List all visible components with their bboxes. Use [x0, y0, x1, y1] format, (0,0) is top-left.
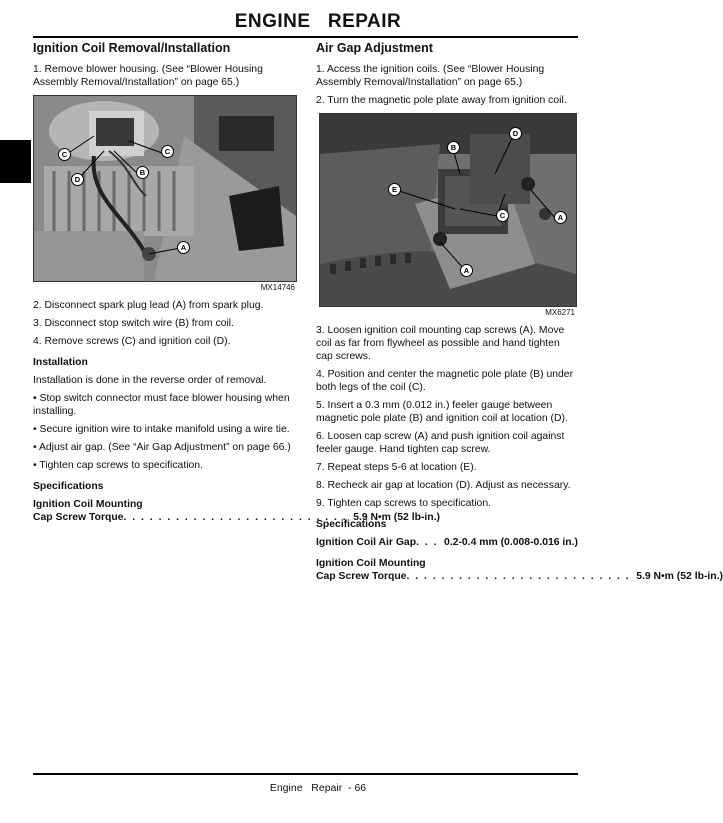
- step-4-right: 4. Position and center the magnetic pole plate (B) under both legs of the coil (C).: [316, 369, 574, 393]
- engine-photo-illustration: [34, 96, 296, 281]
- callout-d: D: [71, 173, 84, 186]
- callout-e: E: [388, 183, 401, 196]
- step-2: 2. Disconnect spark plug lead (A) from spark plug.: [33, 300, 264, 311]
- callout-c: C: [496, 209, 509, 222]
- engine-coil-photo: [33, 95, 297, 282]
- installation-heading: Installation: [33, 357, 88, 368]
- bullet-tighten: • Tighten cap screws to specification.: [33, 460, 203, 471]
- bullet-connector: • Stop switch connector must face blower housing when installing.: [33, 393, 290, 417]
- right-column: [316, 41, 723, 583]
- callout-a-bottom: A: [460, 264, 473, 277]
- section-thumb-tab: [0, 140, 31, 183]
- step-2-right: 2. Turn the magnetic pole plate away from ignition coil.: [316, 95, 567, 106]
- step-1-right: 1. Access the ignition coils. (See “Blower Housing Assembly Removal/Installation” on page 65.): [316, 64, 545, 88]
- spec-dots: . . . . . . . . . . . . . . . . . . . . . . . . . .: [123, 512, 348, 523]
- bullet-wire-tie: • Secure ignition wire to intake manifold using a wire tie.: [33, 424, 290, 435]
- step-3: 3. Disconnect stop switch wire (B) from coil.: [33, 318, 234, 329]
- spec-item-coil-mounting: Ignition Coil Mounting: [33, 499, 143, 510]
- page-title: ENGINE REPAIR: [234, 11, 402, 32]
- bullet-air-gap: • Adjust air gap. (See “Air Gap Adjustment” on page 66.): [33, 442, 291, 453]
- spec-dots-torque: . . . . . . . . . . . . . . . . . . . . . . . . . .: [406, 571, 631, 582]
- section-heading-coil-removal: Ignition Coil Removal/Installation: [33, 41, 231, 55]
- step-7-right: 7. Repeat steps 5-6 at location (E).: [316, 462, 477, 473]
- figure-id-right: MX6271: [545, 308, 575, 317]
- callout-c-left: C: [58, 148, 71, 161]
- callout-c-right: C: [161, 145, 174, 158]
- section-heading-air-gap: Air Gap Adjustment: [316, 41, 433, 55]
- callout-d: D: [509, 127, 522, 140]
- callout-a: A: [177, 241, 190, 254]
- figure-id-left: MX14746: [260, 283, 295, 292]
- specifications-heading-right: Specifications: [316, 519, 387, 530]
- spec-dots-air-gap: . . .: [416, 537, 438, 548]
- step-1: 1. Remove blower housing. (See “Blower Housing Assembly Removal/Installation” on page 65.): [33, 64, 263, 88]
- step-4: 4. Remove screws (C) and ignition coil (D).: [33, 336, 231, 347]
- spec-value: 5.9 N•m (52 lb-in.): [353, 512, 440, 523]
- spec-item-coil-mounting-right: Ignition Coil Mounting: [316, 558, 426, 569]
- spec-line-torque-right: [316, 570, 723, 583]
- callout-b: B: [136, 166, 149, 179]
- installation-intro: Installation is done in the reverse order of removal.: [33, 375, 267, 386]
- step-8-right: 8. Recheck air gap at location (D). Adjust as necessary.: [316, 480, 571, 491]
- spec-value-torque: 5.9 N•m (52 lb-in.): [636, 571, 723, 582]
- footer-rule: [33, 773, 578, 775]
- spec-value-air-gap: 0.2-0.4 mm (0.008-0.016 in.): [444, 537, 578, 548]
- header-rule: [33, 36, 578, 38]
- spec-label-torque: Cap Screw Torque: [316, 571, 407, 582]
- callout-a-right: A: [554, 211, 567, 224]
- pole-plate-photo: [319, 113, 577, 307]
- specifications-heading-left: Specifications: [33, 481, 104, 492]
- step-9-right: 9. Tighten cap screws to specification.: [316, 498, 491, 509]
- step-3-right: 3. Loosen ignition coil mounting cap screws (A). Move coil as far from flywheel as possible and hand tighten cap screws.: [316, 325, 565, 362]
- spec-line-torque: [33, 511, 440, 524]
- page-footer: Engine Repair - 66: [269, 782, 367, 794]
- step-5-right: 5. Insert a 0.3 mm (0.012 in.) feeler gauge between magnetic pole plate (B) and ignition coil at location (D).: [316, 400, 568, 424]
- callout-b: B: [447, 141, 460, 154]
- spec-line-air-gap: [316, 536, 578, 549]
- step-6-right: 6. Loosen cap screw (A) and push ignition coil against feeler gauge. Hand tighten cap screw.: [316, 431, 565, 455]
- spec-label-air-gap: Ignition Coil Air Gap: [316, 537, 417, 548]
- spec-label: Cap Screw Torque: [33, 512, 124, 523]
